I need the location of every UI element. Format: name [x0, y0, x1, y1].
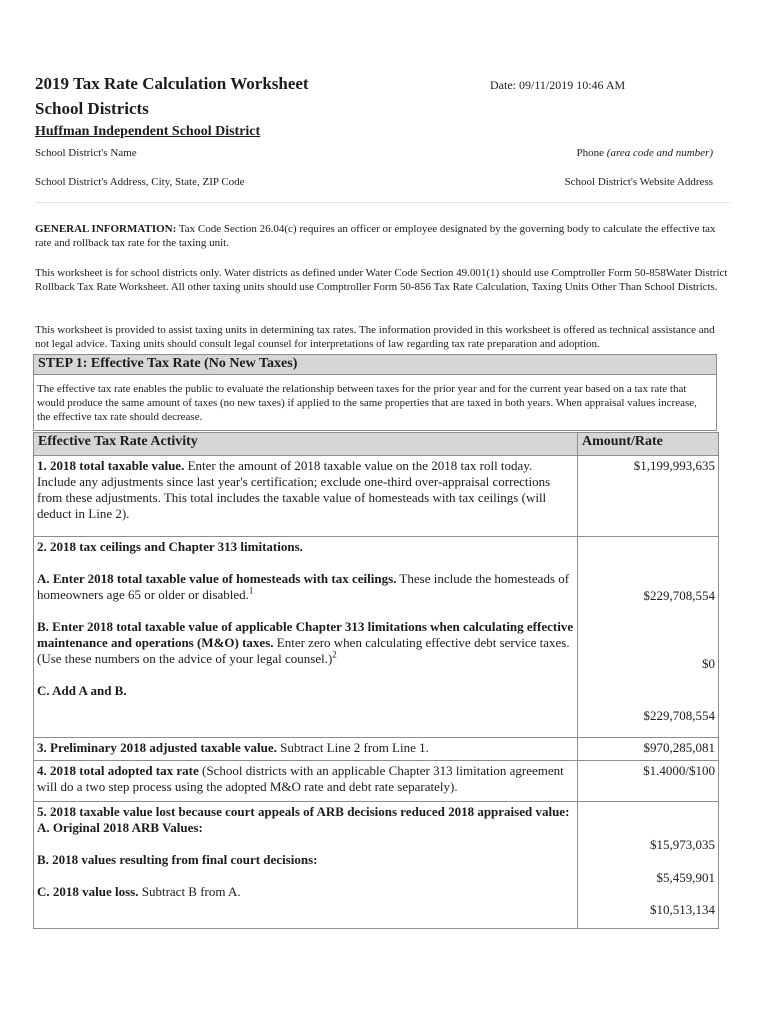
line5c-amount: $10,513,134 — [650, 902, 715, 917]
phone-label — [577, 147, 713, 159]
line2b-desc: Enter zero when calculating effective debt service taxes. (Use these numbers on the advice of your legal counsel.) — [37, 635, 570, 666]
website-label: School District's Website Address — [564, 176, 713, 188]
worksheet-title: 2019 Tax Rate Calculation Worksheet — [35, 74, 309, 93]
line2b-text — [37, 619, 574, 667]
address-label: School District's Address, City, State, ZIP Code — [35, 176, 245, 188]
line3-description — [34, 738, 578, 761]
line3-label: 3. Preliminary 2018 adjusted taxable value. — [37, 740, 277, 755]
line5-heading: 5. 2018 taxable value lost because court appeals of ARB decisions reduced 2018 appraised value: — [37, 804, 570, 819]
phone-hint: (area code and number) — [606, 147, 713, 159]
worksheet-subtitle: School Districts — [35, 99, 149, 118]
line2-description — [34, 537, 578, 738]
phone-label-text: Phone — [576, 147, 605, 159]
line2a-text — [37, 571, 574, 603]
line2-heading: 2. 2018 tax ceilings and Chapter 313 limitations. — [37, 539, 303, 554]
line2a-desc: These include the homesteads of homeowners age 65 or older or disabled. — [37, 571, 570, 602]
line5a-label: A. Original 2018 ARB Values: — [37, 820, 203, 835]
general-information-text: Tax Code Section 26.04(c) requires an officer or employee designated by the governing body to calculate the effective tax rate and rollback tax rate for the taxing unit. — [35, 223, 716, 249]
line5c-label: C. 2018 value loss. — [37, 884, 139, 899]
line3-text: Subtract Line 2 from Line 1. — [276, 740, 429, 755]
line5-description — [34, 802, 578, 929]
table-row-line1 — [34, 456, 719, 537]
line2a-label: A. Enter 2018 total taxable value of homesteads with tax ceilings. — [37, 571, 397, 586]
line4-description — [34, 761, 578, 802]
header-divider — [35, 202, 730, 203]
line5a-amount: $15,973,035 — [650, 837, 715, 852]
line4-amount: $1.4000/$100 — [578, 761, 719, 802]
line2-amounts — [578, 537, 719, 738]
table-row-line5 — [34, 802, 719, 929]
table-row-line4 — [34, 761, 719, 802]
amount-column-header: Amount/Rate — [578, 433, 719, 456]
line5b-amount: $5,459,901 — [656, 870, 715, 885]
line1-amount: $1,199,993,635 — [578, 456, 719, 537]
general-information-lead: GENERAL INFORMATION: — [35, 223, 177, 235]
general-information — [35, 222, 730, 250]
line5b-label: B. 2018 values resulting from final court decisions: — [37, 852, 318, 867]
table-row-line2 — [34, 537, 719, 738]
legal-disclaimer-paragraph: This worksheet is provided to assist taxing units in determining tax rates. The information provided in this worksheet is offered as technical assistance and not legal advice. Taxing units should consult legal counsel for interpretations of law regarding tax rate preparation and adoption. — [35, 324, 715, 350]
line4-label: 4. 2018 total adopted tax rate — [37, 763, 199, 778]
line2c-label: C. Add A and B. — [37, 683, 127, 698]
line1-text: Enter the amount of 2018 taxable value on the 2018 tax roll today. Include any adjustments since last year's certification; exclude one-third over-appraisal corrections from these adjustments. This total includes the taxable value of homesteads with tax ceilings (will deduct in Line 2). — [37, 458, 551, 521]
line5c-desc: Subtract B from A. — [138, 884, 241, 899]
line5c-text — [37, 884, 574, 900]
step1-header: STEP 1: Effective Tax Rate (No New Taxes) — [33, 354, 717, 375]
line2c-amount: $229,708,554 — [643, 708, 715, 723]
table-row-line3 — [34, 738, 719, 761]
step1-description: The effective tax rate enables the public to evaluate the relationship between taxes for the prior year and for the current year based on a tax rate that would produce the same amount of taxes (no new taxes) if applied to the same properties that are taxed in both years. When appraisal values increase, the effective tax rate should decrease. — [33, 374, 717, 431]
line3-amount: $970,285,081 — [578, 738, 719, 761]
worksheet-date: Date: 09/11/2019 10:46 AM — [490, 78, 626, 92]
line1-label: 1. 2018 total taxable value. — [37, 458, 185, 473]
line2b-label: B. Enter 2018 total taxable value of applicable Chapter 313 limitations when calculating effective maintenance and operations (M&O) taxes. — [37, 619, 574, 650]
worksheet-scope-paragraph: This worksheet is for school districts only. Water districts as defined under Water Code Section 49.001(1) should use Comptroller Form 50-858Water District Rollback Tax Rate Worksheet. All other taxing units should use Comptroller Form 50-856 Tax Rate Calculation, Taxing Units Other Than School Districts. — [35, 267, 728, 293]
activity-column-header: Effective Tax Rate Activity — [34, 433, 578, 456]
line5-amounts — [578, 802, 719, 929]
line2a-amount: $229,708,554 — [643, 588, 715, 603]
line2b-amount: $0 — [702, 656, 715, 671]
table-header-row — [34, 433, 719, 456]
line2b-footnote: 2 — [332, 649, 337, 660]
line1-description — [34, 456, 578, 537]
district-name: Huffman Independent School District — [35, 124, 261, 139]
effective-tax-rate-table — [33, 432, 719, 929]
line2a-footnote: 1 — [248, 585, 254, 596]
line4-text: (School districts with an applicable Chapter 313 limitation agreement will do a two step process using the adopted M&O rate and debt rate separately). — [37, 763, 564, 794]
district-name-label: School District's Name — [35, 147, 137, 159]
